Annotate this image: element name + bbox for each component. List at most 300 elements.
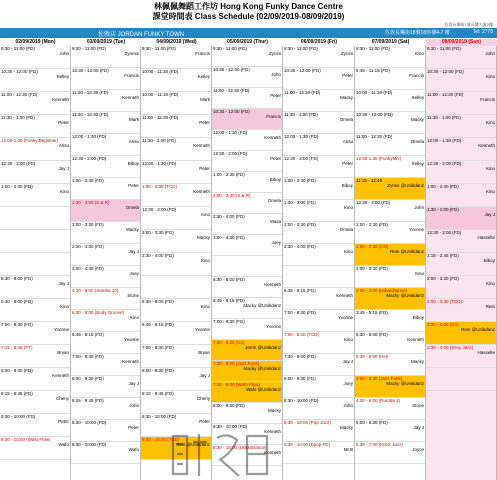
class-time: 10:30 - 12:00 (FD) (213, 109, 250, 114)
class-time: 4:30 - 6:00 (Samba 10) (72, 288, 119, 293)
class-slot[interactable] (355, 266, 425, 288)
class-instructor: Kino (485, 74, 495, 80)
class-time: 12:30 - 2:00 (FD) (72, 156, 107, 161)
class-slot[interactable] (0, 253, 70, 276)
class-slot[interactable] (355, 310, 425, 332)
class-slot[interactable] (0, 276, 70, 299)
class-instructor: Kenneth (407, 337, 424, 343)
day-column-1 (71, 46, 141, 480)
class-instructor: Mr.B (343, 447, 353, 453)
day-header-0: 02/09/2019 (Mon) (15, 39, 56, 45)
class-instructor: Zynnss (124, 51, 139, 57)
class-instructor: Peter (128, 183, 139, 189)
class-time: 2:00 - 3:30 (FD) (356, 266, 388, 271)
class-slot[interactable] (0, 92, 70, 115)
class-slot[interactable] (426, 345, 496, 368)
class-slot[interactable] (212, 235, 282, 256)
class-slot[interactable] (0, 437, 70, 460)
class-time: 2:00 - 3:30 (FD) (142, 230, 174, 235)
class-time: 5:00 - 6:30 (FD) (356, 420, 388, 425)
class-slot[interactable] (426, 276, 496, 299)
class-slot[interactable] (212, 298, 282, 319)
class-slot[interactable] (71, 310, 140, 332)
class-slot[interactable] (355, 178, 425, 200)
class-time: 11:00 - 12:30 (FD) (427, 92, 464, 97)
class-slot[interactable] (0, 368, 70, 391)
branch-phone: Tel: 2778 (472, 29, 493, 35)
class-instructor: Rein @Unikdanz (176, 442, 210, 448)
day-header-1: 03/09/2019 (Tue) (86, 39, 126, 45)
class-slot[interactable] (71, 442, 140, 464)
class-time: 8:00 - 9:30 (FD) (142, 368, 174, 373)
class-instructor: Joey (343, 381, 353, 387)
class-instructor: Stone (127, 293, 139, 299)
class-slot[interactable] (141, 115, 211, 138)
class-instructor: Wafo (128, 447, 139, 453)
class-slot[interactable] (0, 414, 70, 437)
class-slot[interactable] (212, 88, 282, 109)
class-time: 9:30 - 11:00 (FD) (72, 46, 106, 51)
class-instructor: John (129, 403, 139, 409)
class-slot[interactable] (141, 161, 211, 184)
class-instructor: Kenneth (193, 189, 210, 195)
class-time: 7:00 - 8:30 (FD) (142, 345, 174, 350)
class-slot[interactable] (355, 222, 425, 244)
class-slot[interactable] (355, 332, 425, 354)
class-time: 12:30 - 2:00 (FD) (1, 161, 36, 166)
class-slot[interactable] (141, 299, 211, 322)
class-instructor: Arisu (128, 139, 139, 145)
class-time: 6:45 - 8:15 (FD) (213, 298, 245, 303)
class-time: 4:30 - 6:00 (Rumba 1) (356, 398, 401, 403)
class-instructor: Kino (414, 51, 424, 57)
class-time: 11:30 - 1:00 (FD) (427, 115, 461, 120)
class-time: 10:30 - 12:00 (FD) (356, 112, 393, 117)
class-instructor: Jay J (199, 373, 210, 379)
class-slot[interactable] (71, 266, 140, 288)
class-slot[interactable] (141, 69, 211, 92)
class-time: 6:45 - 8:15 (FD) (142, 322, 174, 327)
class-instructor: Joey (271, 240, 281, 246)
class-slot[interactable] (355, 376, 425, 398)
class-time: 8:30 - 10:00 (Kpop FD) (284, 442, 331, 447)
class-instructor: Francis (124, 73, 139, 79)
class-instructor: Peter (342, 161, 353, 167)
class-time: 8:00 - 9:30 (FD) (213, 403, 245, 408)
class-time: 1:30 - 1:00 (FD) (427, 207, 459, 212)
class-slot[interactable] (212, 214, 282, 235)
branch-name: 佐敦店 JORDAN FUNKY TOWN (98, 32, 185, 38)
class-time: 7:00 - 8:30 (FD) (213, 319, 245, 324)
class-time: 9:30 - 11:00 (FD) (284, 46, 318, 51)
class-instructor: Peter (58, 120, 69, 126)
class-instructor: Peter (58, 419, 69, 425)
class-time: 3:45 - 5:15 (FD) (356, 310, 388, 315)
class-instructor: Kino (59, 189, 69, 195)
class-time: 6:30 - 8:00 (FD) (1, 276, 33, 281)
class-instructor: Peter (199, 419, 210, 425)
class-slot[interactable] (426, 368, 496, 391)
class-time: 1:00 - 2:30 (FD) (213, 172, 245, 177)
class-slot[interactable] (0, 161, 70, 184)
class-slot[interactable] (355, 244, 425, 266)
class-slot[interactable] (0, 230, 70, 253)
class-instructor: Kelley (411, 95, 424, 101)
class-slot[interactable] (141, 92, 211, 115)
class-slot[interactable] (0, 391, 70, 414)
class-time: 8:30 - 10:00 (Pop Jazz) (284, 420, 331, 425)
class-instructor: Kino (59, 304, 69, 310)
class-slot[interactable] (71, 134, 140, 156)
class-slot[interactable] (283, 376, 354, 398)
class-slot[interactable] (426, 138, 496, 161)
class-slot[interactable] (283, 156, 354, 178)
class-slot[interactable] (71, 156, 140, 178)
class-slot[interactable] (426, 92, 496, 115)
class-instructor: Kino (200, 304, 210, 310)
class-instructor: John (271, 72, 281, 78)
class-slot[interactable] (283, 310, 354, 332)
class-time: 8:30 - 10:00 (FD) (72, 420, 107, 425)
class-slot[interactable] (355, 420, 425, 442)
class-time: 1:00 - 2:30 (TCD) (142, 184, 178, 189)
class-slot[interactable] (355, 354, 425, 376)
class-time: 7:00 - 8:30 (FD) (72, 354, 104, 359)
class-slot[interactable] (283, 134, 354, 156)
class-slot[interactable] (71, 244, 140, 266)
class-slot[interactable] (212, 277, 282, 298)
class-time: 3:00 - 4:30 (FD) (72, 266, 104, 271)
class-instructor: Yvonne (123, 337, 139, 343)
class-instructor: Jay J (413, 425, 424, 431)
day-header-4: 06/09/2019 (Fri) (300, 39, 338, 45)
class-slot[interactable] (71, 354, 140, 376)
class-slot[interactable] (71, 420, 140, 442)
class-time: 8:30 - 10:00 (TCD) (142, 437, 180, 442)
class-instructor: Biboy (269, 177, 281, 183)
class-time: 1:00 - 2:30 (FD) (356, 222, 388, 227)
class-slot[interactable] (355, 442, 425, 464)
class-instructor: Kenneth (52, 97, 69, 103)
class-instructor: Rein @Unikdanz (390, 249, 424, 255)
class-instructor: Jay J (128, 249, 139, 255)
class-time: 9:30 - 11:00 (FD) (427, 46, 461, 51)
class-slot[interactable] (283, 420, 354, 442)
class-instructor: Macky @Unikdanz (386, 381, 424, 387)
class-instructor: Kenneth (478, 143, 495, 149)
class-time: 6:30 - 8:00 (HH) (356, 354, 389, 359)
class-instructor: Arisu (342, 139, 353, 145)
class-instructor: Kino (200, 258, 210, 264)
class-instructor: Mark (129, 117, 139, 123)
class-slot[interactable] (212, 46, 282, 67)
class-slot[interactable] (355, 398, 425, 420)
class-instructor: Kenneth (264, 282, 281, 288)
class-slot[interactable] (283, 332, 354, 354)
class-slot[interactable] (426, 299, 496, 322)
class-slot[interactable] (0, 299, 70, 322)
class-slot[interactable] (426, 46, 496, 69)
class-instructor: Bryan (198, 350, 210, 356)
class-instructor: Kenneth (264, 135, 281, 141)
class-slot[interactable] (283, 178, 354, 200)
class-instructor: Kino (200, 212, 210, 218)
class-time: 2:00 - 3:30 (FD) (427, 276, 459, 281)
class-slot[interactable] (71, 90, 140, 112)
class-slot[interactable] (141, 207, 211, 230)
class-instructor: Jay J (58, 166, 69, 172)
class-slot[interactable] (141, 276, 211, 299)
class-slot[interactable] (141, 391, 211, 414)
class-slot[interactable] (426, 69, 496, 92)
class-time: 1:00 - 2:30 (FD) (72, 178, 104, 183)
class-slot[interactable] (355, 90, 425, 112)
class-slot[interactable] (0, 322, 70, 345)
class-slot[interactable] (283, 46, 354, 68)
class-time: 6:30 - 8:00 (FD) (356, 332, 388, 337)
class-time: 12:00 - 1:30 (FD) (142, 161, 177, 166)
class-slot[interactable] (355, 46, 425, 68)
class-slot[interactable] (141, 230, 211, 253)
class-slot[interactable] (283, 288, 354, 310)
class-instructor: Kino (485, 281, 495, 287)
class-time: 7:00 - 8:30 (FD) (284, 310, 316, 315)
class-time: 11:00 - 12:30 (FD) (142, 115, 179, 120)
class-slot[interactable] (0, 46, 70, 69)
class-instructor: Wafo (58, 442, 69, 448)
class-time: 11:15 - 12:45 (356, 178, 383, 183)
class-time: 9:30 - 11:00 (FD) (356, 46, 390, 51)
class-slot[interactable] (0, 115, 70, 138)
class-slot[interactable] (426, 322, 496, 345)
class-slot[interactable] (141, 253, 211, 276)
class-instructor: Kelley (411, 161, 424, 167)
class-slot[interactable] (426, 230, 496, 253)
class-slot[interactable] (283, 68, 354, 90)
class-slot[interactable] (212, 382, 282, 403)
class-time: 2:00 - 3:30 (TCD) (427, 299, 463, 304)
class-instructor: Hasselte (477, 235, 495, 241)
class-slot[interactable] (141, 138, 211, 161)
class-slot[interactable] (355, 156, 425, 178)
class-time: 9:30 - 11:00 (FD) (1, 46, 35, 51)
class-slot[interactable] (212, 109, 282, 130)
class-time: 11:30 - 1:00 (FD) (142, 138, 176, 143)
class-time: 8:15 - 9:45 (FD) (142, 391, 174, 396)
class-time: 12:30 - 2:00 (FD) (142, 207, 177, 212)
class-instructor: Peter (270, 93, 281, 99)
class-slot[interactable] (355, 288, 425, 310)
class-time: 2:30 - 4:00 (UrbanDance) (356, 288, 408, 293)
class-instructor: Kino (414, 271, 424, 277)
class-slot[interactable] (426, 115, 496, 138)
class-instructor: John (343, 403, 353, 409)
class-time: 2:30 - 4:00 (FD) (142, 253, 174, 258)
class-time: 4:00 - 5:30 (Jazz Funk) (356, 376, 403, 381)
class-time: 2:30 - 4:00 (FD) (284, 244, 316, 249)
class-slot[interactable] (283, 398, 354, 420)
class-instructor: Yvonne (408, 227, 424, 233)
class-time: 10:30 - 12:00 (FD) (1, 69, 38, 74)
class-time: 6:30 - 8:00 (FD) (1, 299, 33, 304)
class-instructor: Kino (485, 166, 495, 172)
class-slot[interactable] (426, 253, 496, 276)
class-instructor: Omela (410, 139, 424, 145)
class-time: 3:00 - 4:30 (FD) (213, 235, 245, 240)
class-instructor: Francis (266, 114, 281, 120)
class-slot[interactable] (212, 67, 282, 88)
class-time: 8:30 - 10:00 (FD) (142, 414, 177, 419)
class-slot[interactable] (0, 184, 70, 207)
contact-text: 佐敦長樂街1號長樂大廈2樓 (444, 22, 493, 27)
class-slot[interactable] (0, 69, 70, 92)
class-slot[interactable] (283, 244, 354, 266)
class-instructor: Yvonne (337, 315, 353, 321)
class-instructor: Macky @Unikdanz (243, 366, 281, 372)
class-instructor: Kenneth (193, 143, 210, 149)
class-time: 12:00 - 1:30 (FD) (427, 138, 462, 143)
class-instructor: Kelley (197, 74, 210, 80)
class-time: 8:15 - 9:45 (FD) (72, 398, 104, 403)
day-header-6: 08/09/2019 (Sun) (426, 39, 497, 46)
class-slot[interactable] (71, 68, 140, 90)
class-instructor: Francis (409, 73, 424, 79)
class-slot[interactable] (71, 178, 140, 200)
class-slot[interactable] (212, 193, 282, 214)
branch-bar (0, 28, 497, 38)
class-time: 1:00 - 2:30 (FD) (284, 178, 316, 183)
class-time: 8:30 - 10:00 (FD) (284, 398, 319, 403)
class-slot[interactable] (71, 376, 140, 398)
class-slot[interactable] (0, 207, 70, 230)
class-slot[interactable] (283, 112, 354, 134)
class-instructor: Macky (267, 408, 281, 414)
class-time: 9:45 - 11:15 (FD) (356, 68, 390, 73)
class-instructor: Omela (339, 117, 353, 123)
class-slot[interactable] (426, 184, 496, 207)
class-time: 12:00-1:30 (Funky Beginner) (1, 138, 59, 143)
class-slot[interactable] (355, 200, 425, 222)
class-instructor: Stone (412, 403, 424, 409)
class-slot[interactable] (141, 368, 211, 391)
class-slot[interactable] (71, 332, 140, 354)
class-time: 7:30 - 9:00 (Jazz Funk) (213, 361, 260, 366)
day-header-5: 07/09/2019 (Sat) (371, 39, 410, 45)
class-instructor: Kino (485, 120, 495, 126)
class-instructor: Yvonne (194, 327, 210, 333)
class-slot[interactable] (355, 134, 425, 156)
class-slot[interactable] (212, 151, 282, 172)
class-slot[interactable] (212, 172, 282, 193)
class-time: 11:00 - 12:30 (FD) (356, 134, 393, 139)
class-slot[interactable] (283, 200, 354, 222)
class-time: 7:00 - 8:30 (TCD) (284, 332, 320, 337)
class-slot[interactable] (426, 207, 496, 230)
class-time: 8:30 - 10:00 (Wafo Flow) (1, 437, 51, 442)
class-slot[interactable] (71, 398, 140, 420)
class-time: 1:30 - 3:00 (FD) (284, 200, 316, 205)
class-slot[interactable] (212, 130, 282, 151)
class-slot[interactable] (212, 256, 282, 277)
class-time: 5:30 - 7:00 (KIDS Jazz) (356, 442, 403, 447)
class-slot[interactable] (355, 112, 425, 134)
class-slot[interactable] (212, 319, 282, 340)
class-slot[interactable] (283, 90, 354, 112)
class-time: 1:00 - 2:30 (FD) (1, 184, 33, 189)
class-slot[interactable] (212, 361, 282, 382)
class-instructor: Wafo @Unikdanz (246, 387, 281, 393)
class-instructor: John (414, 205, 424, 211)
class-slot[interactable] (0, 345, 70, 368)
class-instructor: Biboy (341, 183, 353, 189)
class-instructor: Kino (343, 249, 353, 255)
class-slot[interactable] (141, 345, 211, 368)
class-time: 6:45 - 8:15 (FD) (72, 332, 104, 337)
class-slot[interactable] (426, 161, 496, 184)
class-slot[interactable] (141, 184, 211, 207)
class-instructor: Cheny (55, 396, 69, 402)
class-slot[interactable] (141, 322, 211, 345)
class-time: 3:30 - 4:00 (Cn) (427, 322, 459, 327)
class-time: 7:30 - 9:00 (FD) (284, 354, 316, 359)
class-slot[interactable] (141, 46, 211, 69)
class-slot[interactable] (71, 222, 140, 244)
class-time: 6:30 - 8:00 (FD) (213, 277, 245, 282)
class-instructor: Cheny (196, 396, 210, 402)
class-instructor: Jay J (128, 381, 139, 387)
class-slot[interactable] (71, 200, 140, 222)
class-instructor: Hasselte (477, 350, 495, 356)
class-instructor: Masa (269, 219, 281, 225)
class-slot[interactable] (355, 68, 425, 90)
class-time: 11:30 - 1:00 (FD) (284, 112, 318, 117)
class-slot[interactable] (283, 222, 354, 244)
class-instructor: Peter (199, 166, 210, 172)
class-time: 2:30 - 4:00 (FD) (213, 214, 245, 219)
class-instructor: Jerrin @Unikdanz (245, 345, 281, 351)
class-time: 11:00 - 12:30 (FD) (213, 88, 250, 93)
class-time: 7:15 - 8:45 (PT) (1, 345, 33, 350)
class-slot[interactable] (212, 403, 282, 424)
class-time: 12:30 - 2:00 (FD) (213, 151, 248, 156)
class-slot[interactable] (71, 112, 140, 134)
class-instructor: Rein (485, 304, 495, 310)
class-instructor: Mark (200, 97, 210, 103)
class-time: 10:30 - 12:00 (FD) (427, 69, 464, 74)
class-time: 11:00 - 12:30 (FD) (72, 90, 109, 95)
class-time: 2:00 - 3:30 (S & R) (213, 193, 251, 198)
day-column-6 (426, 46, 497, 480)
class-instructor: Kenneth (336, 293, 353, 299)
class-instructor: Kelley (56, 74, 69, 80)
class-slot[interactable] (0, 138, 70, 161)
class-instructor: Omela (125, 205, 139, 211)
class-instructor: Omela (339, 227, 353, 233)
class-slot[interactable] (71, 288, 140, 310)
page-title: 林佩佩舞蹈工作坊 Hong Kong Funky Dance Centre (154, 2, 343, 11)
class-slot[interactable] (283, 266, 354, 288)
class-instructor: Macky (339, 425, 353, 431)
class-time: 8:30 - 10:00 (FD) (1, 414, 36, 419)
class-slot[interactable] (71, 46, 140, 68)
class-instructor: Peter (342, 73, 353, 79)
branch-address: 佐敦長樂街18號18座樓4-7 樓 (385, 30, 450, 36)
class-time: 8:15 - 9:45 (FD) (1, 391, 33, 396)
class-slot[interactable] (212, 340, 282, 361)
class-slot[interactable] (283, 442, 354, 464)
class-time: 8:30 - 10:00 (FD) (72, 442, 107, 447)
class-slot[interactable] (283, 354, 354, 376)
